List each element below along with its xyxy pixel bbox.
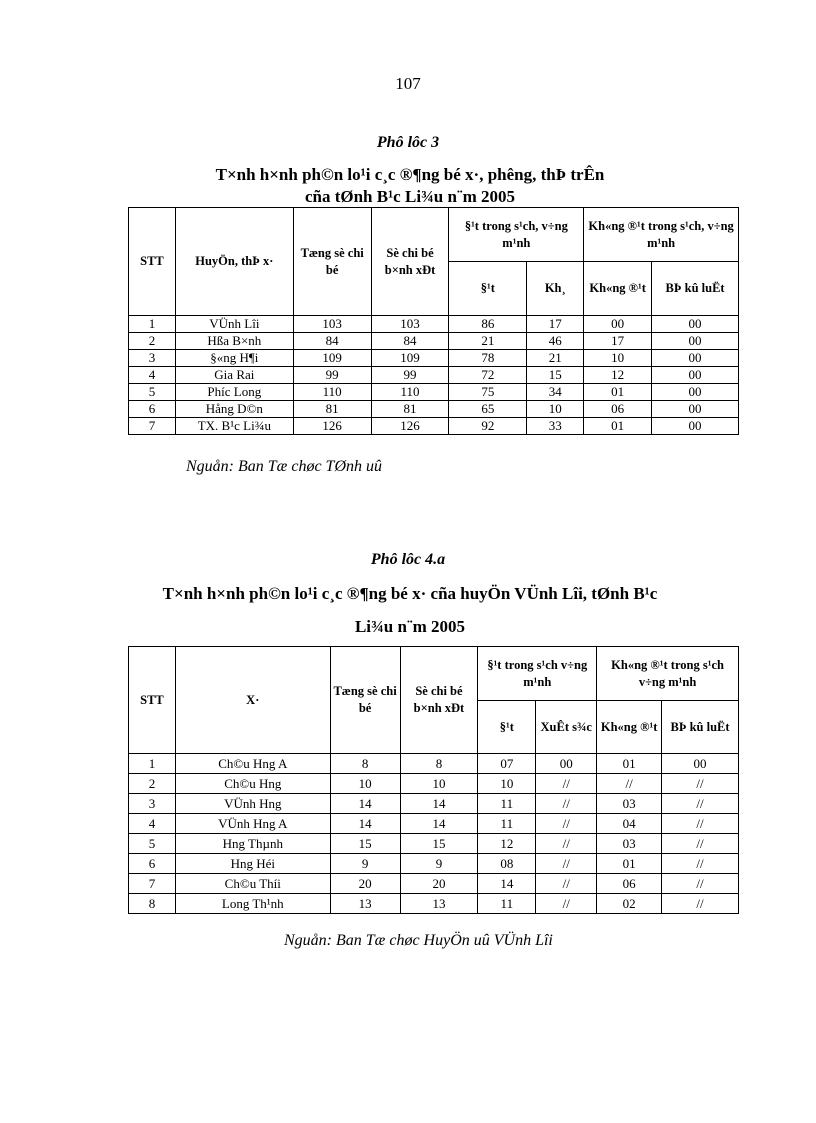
table-cell: // <box>536 834 597 854</box>
col-header-strong-group: §¹t trong s¹ch v÷ng m¹nh <box>478 647 597 701</box>
table-cell: // <box>662 874 739 894</box>
table-cell: 8 <box>330 754 400 774</box>
table-cell: 84 <box>293 333 371 350</box>
table-cell: 78 <box>449 350 527 367</box>
table-cell: 15 <box>527 367 584 384</box>
table-cell: 10 <box>478 774 536 794</box>
table-cell: 3 <box>129 794 176 814</box>
table-cell: Ch©u Hng A <box>175 754 330 774</box>
col-header-khong-dat: Kh«ng ®¹t <box>597 701 662 754</box>
table-cell: 126 <box>371 418 449 435</box>
table-cell: TX. B¹c Li¾u <box>175 418 293 435</box>
table-row <box>129 333 739 350</box>
table-cell: 14 <box>400 814 478 834</box>
table-cell: 13 <box>400 894 478 914</box>
table-cell: 21 <box>527 350 584 367</box>
table-cell: 20 <box>400 874 478 894</box>
district-classification-table <box>128 207 739 435</box>
table-cell: 65 <box>449 401 527 418</box>
col-header-khong-dat: Kh«ng ®¹t <box>584 262 652 316</box>
table-cell: 99 <box>293 367 371 384</box>
table-cell: VÜnh Hng <box>175 794 330 814</box>
table-cell: 00 <box>584 316 652 333</box>
table-cell: 8 <box>129 894 176 914</box>
table-cell: 00 <box>652 418 739 435</box>
col-header-district: HuyÖn, thÞ x· <box>175 208 293 316</box>
table-cell: 92 <box>449 418 527 435</box>
table-cell: 17 <box>527 316 584 333</box>
table-row <box>129 794 739 814</box>
table-cell: 109 <box>371 350 449 367</box>
table-cell: 00 <box>652 384 739 401</box>
table-cell: 46 <box>527 333 584 350</box>
table-cell: 103 <box>371 316 449 333</box>
col-header-weak-group: Kh«ng ®¹t trong s¹ch, v÷ng m¹nh <box>584 208 739 262</box>
table-cell: 00 <box>652 401 739 418</box>
col-header-stt: STT <box>129 208 176 316</box>
table-cell: // <box>536 774 597 794</box>
col-header-weak-group: Kh«ng ®¹t trong s¹ch v÷ng m¹nh <box>597 647 739 701</box>
table-cell: 03 <box>597 794 662 814</box>
table-cell: 07 <box>478 754 536 774</box>
table-cell: 1 <box>129 316 176 333</box>
table-cell: 9 <box>400 854 478 874</box>
table-cell: Ch©u Hng <box>175 774 330 794</box>
col-header-classified: Sè chi bé b×nh xÐt <box>371 208 449 316</box>
col-header-dat: §¹t <box>478 701 536 754</box>
table-cell: // <box>662 894 739 914</box>
table-cell: 75 <box>449 384 527 401</box>
table-cell: // <box>536 814 597 834</box>
table-row <box>129 401 739 418</box>
table-cell: // <box>662 774 739 794</box>
table-cell: 9 <box>330 854 400 874</box>
table-cell: 3 <box>129 350 176 367</box>
table-cell: 34 <box>527 384 584 401</box>
col-header-commune: X· <box>175 647 330 754</box>
table-cell: Ch©u Thíi <box>175 874 330 894</box>
table-cell: 08 <box>478 854 536 874</box>
table-cell: 00 <box>652 367 739 384</box>
table-row <box>129 814 739 834</box>
table-cell: 12 <box>478 834 536 854</box>
table-cell: §«ng H¶i <box>175 350 293 367</box>
table-cell: 109 <box>293 350 371 367</box>
appendix-heading-4a: Phô lôc 4.a <box>370 551 446 568</box>
table-cell: 6 <box>129 854 176 874</box>
table-row <box>129 774 739 794</box>
table-cell: 14 <box>400 794 478 814</box>
col-header-ky-luat: BÞ kû luËt <box>652 262 739 316</box>
table-cell: Hßa B×nh <box>175 333 293 350</box>
table-cell: 10 <box>400 774 478 794</box>
table-cell: 8 <box>400 754 478 774</box>
table-cell: 01 <box>584 384 652 401</box>
table-cell: Hng Thµnh <box>175 834 330 854</box>
table-cell: 126 <box>293 418 371 435</box>
table-cell: 21 <box>449 333 527 350</box>
table2-source-note: Nguån: Ban Tæ chøc HuyÖn uû VÜnh Lîi <box>284 932 553 949</box>
table-cell: 72 <box>449 367 527 384</box>
table-cell: // <box>662 834 739 854</box>
table-cell: 7 <box>129 418 176 435</box>
table-cell: 13 <box>330 894 400 914</box>
table-cell: 5 <box>129 384 176 401</box>
table-row <box>129 418 739 435</box>
table-cell: 15 <box>400 834 478 854</box>
commune-classification-table <box>128 646 739 914</box>
table-cell: 01 <box>597 854 662 874</box>
table-cell: 20 <box>330 874 400 894</box>
table-cell: 03 <box>597 834 662 854</box>
table-cell: VÜnh Lîi <box>175 316 293 333</box>
table-cell: Hång D©n <box>175 401 293 418</box>
table-row <box>129 754 739 774</box>
table-cell: VÜnh Hng A <box>175 814 330 834</box>
table-cell: 00 <box>652 316 739 333</box>
table-cell: 06 <box>597 874 662 894</box>
table-row <box>129 316 739 333</box>
table-cell: // <box>536 874 597 894</box>
table-cell: 11 <box>478 814 536 834</box>
table-cell: 6 <box>129 401 176 418</box>
table-cell: // <box>662 794 739 814</box>
col-header-strong-group: §¹t trong s¹ch, v÷ng m¹nh <box>449 208 584 262</box>
table-row <box>129 854 739 874</box>
table-cell: // <box>597 774 662 794</box>
table-cell: 99 <box>371 367 449 384</box>
table-cell: 04 <box>597 814 662 834</box>
table-cell: 4 <box>129 814 176 834</box>
table-cell: 15 <box>330 834 400 854</box>
table-cell: 5 <box>129 834 176 854</box>
table-cell: 17 <box>584 333 652 350</box>
table-cell: 14 <box>478 874 536 894</box>
table-cell: 103 <box>293 316 371 333</box>
table-cell: 10 <box>330 774 400 794</box>
table-row <box>129 834 739 854</box>
table-cell: // <box>662 814 739 834</box>
table2-title-line1: T×nh h×nh ph©n lo¹i c¸c ®¶ng bé x· cña huyÖn VÜnh Lîi, tØnh B¹c <box>162 584 658 603</box>
table-cell: Hng Héi <box>175 854 330 874</box>
table-cell: 81 <box>371 401 449 418</box>
col-header-total: Tæng sè chi bé <box>330 647 400 754</box>
table1-title-line1: T×nh h×nh ph©n lo¹i c¸c ®¶ng bé x·, phêng, thÞ trÊn <box>215 165 605 184</box>
table1-title-line2: cña tØnh B¹c Li¾u n¨m 2005 <box>304 187 516 206</box>
table-cell: 110 <box>371 384 449 401</box>
table-cell: // <box>662 854 739 874</box>
table-cell: Phíc Long <box>175 384 293 401</box>
table-cell: 86 <box>449 316 527 333</box>
table-cell: Long Th¹nh <box>175 894 330 914</box>
table-cell: 33 <box>527 418 584 435</box>
table-cell: 4 <box>129 367 176 384</box>
table-cell: 1 <box>129 754 176 774</box>
table-cell: 12 <box>584 367 652 384</box>
col-header-classified: Sè chi bé b×nh xÐt <box>400 647 478 754</box>
table-cell: 01 <box>584 418 652 435</box>
table-cell: 11 <box>478 894 536 914</box>
table1-source-note: Nguån: Ban Tæ chøc TØnh uû <box>186 458 382 475</box>
table-cell: 14 <box>330 794 400 814</box>
table-cell: 06 <box>584 401 652 418</box>
table-row <box>129 350 739 367</box>
table-cell: // <box>536 894 597 914</box>
table-cell: Gia Rai <box>175 367 293 384</box>
table-cell: 00 <box>652 350 739 367</box>
table-cell: 81 <box>293 401 371 418</box>
col-header-dat: §¹t <box>449 262 527 316</box>
table-row <box>129 894 739 914</box>
col-header-stt: STT <box>129 647 176 754</box>
table-row <box>129 367 739 384</box>
table-cell: 110 <box>293 384 371 401</box>
table-cell: 02 <box>597 894 662 914</box>
page-number: 107 <box>395 74 421 93</box>
table-cell: 11 <box>478 794 536 814</box>
table-cell: 01 <box>597 754 662 774</box>
table-cell: 14 <box>330 814 400 834</box>
table-cell: 2 <box>129 774 176 794</box>
table-cell: 00 <box>536 754 597 774</box>
table-cell: 10 <box>584 350 652 367</box>
table-cell: 2 <box>129 333 176 350</box>
table-row <box>129 874 739 894</box>
appendix-heading-3: Phô lôc 3 <box>376 134 440 151</box>
table-cell: 00 <box>662 754 739 774</box>
table2-title-line2: Li¾u n¨m 2005 <box>354 617 466 636</box>
table-cell: 7 <box>129 874 176 894</box>
table-cell: 00 <box>652 333 739 350</box>
col-header-total: Tæng sè chi bé <box>293 208 371 316</box>
col-header-kha: Kh¸ <box>527 262 584 316</box>
table-cell: // <box>536 854 597 874</box>
table-cell: 10 <box>527 401 584 418</box>
col-header-xuat-sac: XuÊt s¾c <box>536 701 597 754</box>
table-cell: 84 <box>371 333 449 350</box>
table-row <box>129 384 739 401</box>
col-header-ky-luat: BÞ kû luËt <box>662 701 739 754</box>
table-cell: // <box>536 794 597 814</box>
